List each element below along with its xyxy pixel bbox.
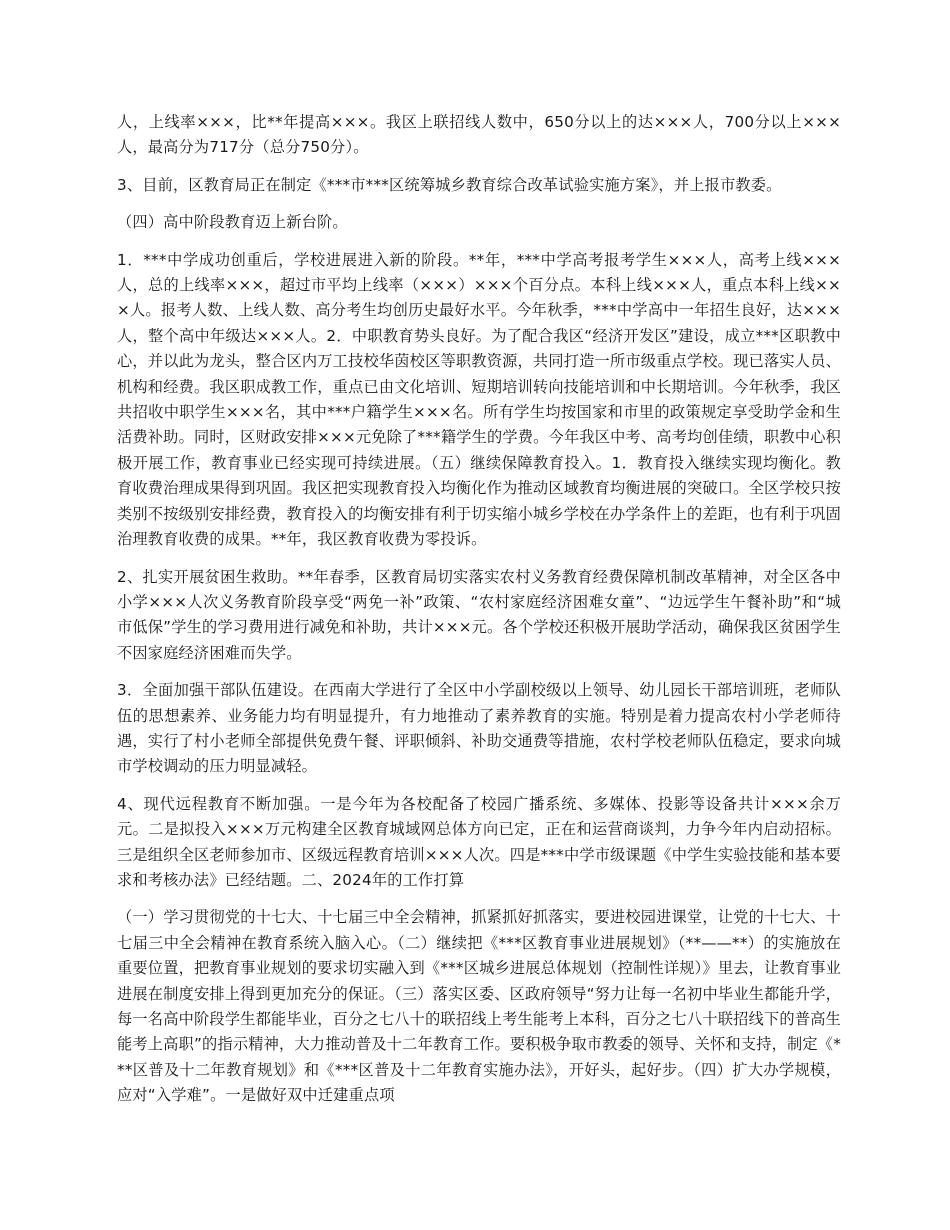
section-heading-high-school: （四）高中阶段教育迈上新台阶。 bbox=[117, 213, 348, 232]
paragraph-poverty-aid: 2、扎实开展贫困生救助。**年春季，区教育局切实落实农村义务教育经费保障机制改革精神，对全区各中小学×××人次义务教育阶段享受“两免一补”政策、“农村家庭经济困难女童”、“边远学生午餐补助”和“城市低保”学生的学习费用进行减免和补助，共计×××元。各个学校还积极开展助学活动，确保我区贫困学生不因家庭经济困难而失学。 bbox=[117, 567, 841, 662]
paragraph-exam-results: 人，上线率×××，比**年提高×××。我区上联招线人数中，650分以上的达×××人，700分以上×××人，最高分为717分（总分750分）。 bbox=[117, 113, 841, 157]
document-body bbox=[117, 110, 841, 1121]
paragraph-work-plan: （一）学习贯彻党的十七大、十七届三中全会精神，抓紧抓好抓落实，要进校园进课堂，让党的十七大、十七届三中全会精神在教育系统入脑入心。（二）继续把《***区教育事业进展规划》（**——**）的实施放在重要位置，把教育事业规划的要求切实融入到《***区城乡进展总体规划（控制性详规）》里去，让教育事业进展在制度安排上得到更加充分的保证。（三）落实区委、区政府领导“努力让每一名初中毕业生都能升学，每一名高中阶段学生都能毕业，百分之七八十的联招线上考生能考上本科，百分之七八十联招线下的普高生能考上高职”的指示精神，大力推动普及十二年教育工作。要积极争取市教委的领导、关怀和支持，制定《***区普及十二年教育规划》和《***区普及十二年教育实施办法》，开好头，起好步。（四）扩大办学规模，应对“入学难”。一是做好双中迁建重点项 bbox=[117, 908, 841, 1105]
paragraph-reform-plan: 3、目前，区教育局正在制定《***市***区统筹城乡教育综合改革试验实施方案》，并上报市教委。 bbox=[117, 175, 782, 194]
paragraph-high-school-vocational: 1．***中学成功创重后，学校进展进入新的阶段。**年，***中学高考报考学生×××人，高考上线×××人，总的上线率×××，超过市平均上线率（×××）×××个百分点。本科上线×××人，重点本科上线×××人。报考人数、上线人数、高分考生均创历史最好水平。今年秋季，***中学高中一年招生良好，达×××人，整个高中年级达×××人。2．中职教育势头良好。为了配合我区“经济开发区”建设，成立***区职教中心，并以此为龙头，整合区内万工技校华茵校区等职教资源，共同打造一所市级重点学校。现已落实人员、机构和经费。我区职成教工作，重点已由文化培训、短期培训转向技能培训和中长期培训。今年秋季，我区共招收中职学生×××名，其中***户籍学生×××名。所有学生均按国家和市里的政策规定享受助学金和生活费补助。同时，区财政安排×××元免除了***籍学生的学费。今年我区中考、高考均创佳绩，职教中心积极开展工作，教育事业已经实现可持续进展。（五）继续保障教育投入。1．教育投入继续实现均衡化。教育收费治理成果得到巩固。我区把实现教育投入均衡化作为推动区域教育均衡进展的突破口。全区学校只按类别不按级别安排经费，教育投入的均衡安排有利于切实缩小城乡学校在办学条件上的差距，也有利于巩固治理教育收费的成果。**年，我区教育收费为零投诉。 bbox=[117, 250, 841, 549]
paragraph-staff-building: 3．全面加强干部队伍建设。在西南大学进行了全区中小学副校级以上领导、幼儿园长干部培训班，老师队伍的思想素养、业务能力均有明显提升，有力地推动了素养教育的实施。特别是着力提高农村小学老师待遇，实行了村小老师全部提供免费午餐、评职倾斜、补助交通费等措施，农村学校老师队伍稳定，要求向城市学校调动的压力明显减轻。 bbox=[117, 681, 841, 776]
paragraph-remote-education: 4、现代远程教育不断加强。一是今年为各校配备了校园广播系统、多媒体、投影等设备共计×××余万元。二是拟投入×××万元构建全区教育城域网总体方向已定，正在和运营商谈判，力争今年内启动招标。三是组织全区老师参加市、区级远程教育培训×××人次。四是***中学市级课题《中学生实验技能和基本要求和考核办法》已经结题。二、2024年的工作打算 bbox=[117, 794, 841, 889]
